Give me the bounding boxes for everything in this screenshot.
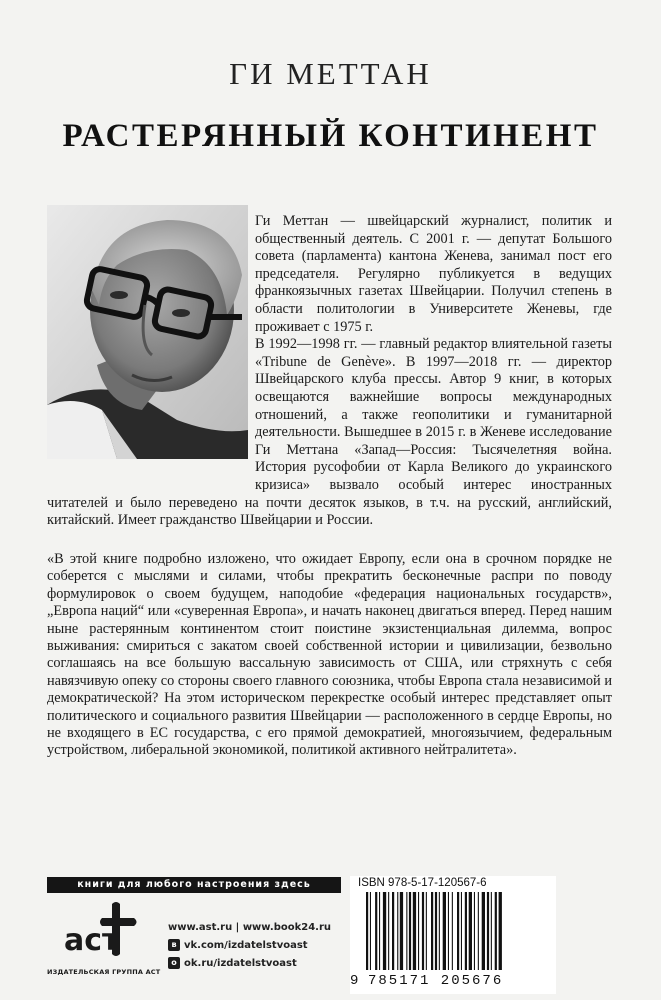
author-bio <box>47 213 612 530</box>
barcode-bar <box>495 892 497 970</box>
sites-link[interactable]: www.ast.ru | www.book24.ru <box>168 921 332 933</box>
barcode-bar <box>418 892 419 970</box>
vk-link[interactable]: vk.com/izdatelstvoast <box>184 939 308 951</box>
barcode-bar <box>499 892 502 970</box>
vk-row <box>168 937 331 953</box>
barcode-bar <box>379 892 380 970</box>
barcode-bar <box>487 892 489 970</box>
barcode-bar <box>366 892 368 970</box>
barcode-bar <box>392 892 394 970</box>
ok-icon: о <box>168 957 180 969</box>
barcode-bar <box>457 892 459 970</box>
ok-link[interactable]: ok.ru/izdatelstvoast <box>184 957 297 969</box>
barcode-bar <box>465 892 467 970</box>
barcode-bar <box>439 892 440 970</box>
tagline-banner: книги для любого настроения здесь <box>47 877 341 893</box>
publisher-links <box>168 919 331 973</box>
barcode-bar <box>388 892 389 970</box>
logo-text: аст <box>64 923 120 958</box>
barcode-bar <box>452 892 453 970</box>
barcode-bar <box>400 892 403 970</box>
barcode-bar <box>370 892 371 970</box>
barcode-bar <box>431 892 433 970</box>
barcode-bar <box>435 892 437 970</box>
barcode-panel <box>350 876 556 994</box>
barcode-bar <box>413 892 416 970</box>
barcode-bar <box>491 892 492 970</box>
barcode-bar <box>469 892 472 970</box>
author-name: ГИ МЕТТАН <box>229 56 432 91</box>
ast-logo-icon <box>62 900 142 962</box>
book-title: РАСТЕРЯННЫЙ КОНТИНЕНТ <box>62 118 599 154</box>
barcode-bar <box>461 892 462 970</box>
barcode-bar <box>409 892 411 970</box>
barcode-digits: 785171 205676 <box>368 973 504 989</box>
barcode-bar <box>397 892 398 970</box>
barcode-icon <box>358 892 548 972</box>
bio-paragraph: В 1992—1998 гг. — главный редактор влиятельной газеты «Tribune de Genève». В 1997—2018 гг. — директор Швейцарского клуба прессы. Автор 9 книг, в которых освещаются важнейшие вопросы международных отношений, а также геополитики и гуманитарной деятельности. Вышедшее в 2015 г. в Женеве исследование Ги Меттана «Запад—Россия: Тысячелетняя война. История русофобии от Карла Великого до украинского кризиса» вызвало особый интерес иностранных читателей и было переведено на почти десяток языков, в т.ч. на русский, английский, китайский. Имеет гражданство Швейцарии и России. <box>47 336 612 529</box>
barcode-bar <box>406 892 407 970</box>
publisher-name: ИЗДАТЕЛЬСКАЯ ГРУППА АСТ <box>47 968 161 976</box>
barcode-first-digit: 9 <box>350 973 361 989</box>
sites-row <box>168 919 331 935</box>
ok-row <box>168 955 331 971</box>
barcode-bar <box>448 892 449 970</box>
barcode-bar <box>422 892 424 970</box>
barcode-bar <box>375 892 377 970</box>
bio-paragraph: Ги Меттан — швейцарский журналист, политик и общественный деятель. С 2001 г. — депутат Большого совета (парламента) кантона Женева, занимал пост его председателя. Регулярно публикуется в ведущих франкоязычных газетах Швейцарии. Получил степень в области политологии в Университете Женевы, где проживает с 1975 г. <box>255 213 612 335</box>
isbn-text: ISBN 978-5-17-120567-6 <box>358 877 487 889</box>
barcode-bar <box>482 892 485 970</box>
barcode-bar <box>443 892 446 970</box>
barcode-bar <box>478 892 479 970</box>
barcode-bar <box>383 892 386 970</box>
barcode-bar <box>474 892 475 970</box>
vk-icon: в <box>168 939 180 951</box>
barcode-bar <box>426 892 427 970</box>
book-quote: «В этой книге подробно изложено, что ожидает Европу, если она в срочном порядке не соберется с мыслями и силами, чтобы прекратить бесконечные распри по поводу формулировок о своем будущем, наподобие «федерация национальных государств», „Европа наций“ или «суверенная Европа», и начать наконец двигаться вперед. Перед нашим ныне растерянным континентом стоит поистине экзистенциальная дилемма, вопрос выживания: смириться с закатом своей собственной истории и цивилизации, безвольно соглашаясь на все большую вассальную зависимость от США, или стряхнуть с себя навязчивую опеку со стороны своего главного союзника, чтобы Европа стала независимой и демократической? На этом историческом перекрестке особый интерес представляет опыт политического и социального развития Швейцарии — расположенного в сердце Европы, но не входящего в ЕС государства, с его прямой демократией, многоязычием, федеральным устройством, либеральной экономикой, политикой активного нейтралитета». <box>47 551 612 759</box>
